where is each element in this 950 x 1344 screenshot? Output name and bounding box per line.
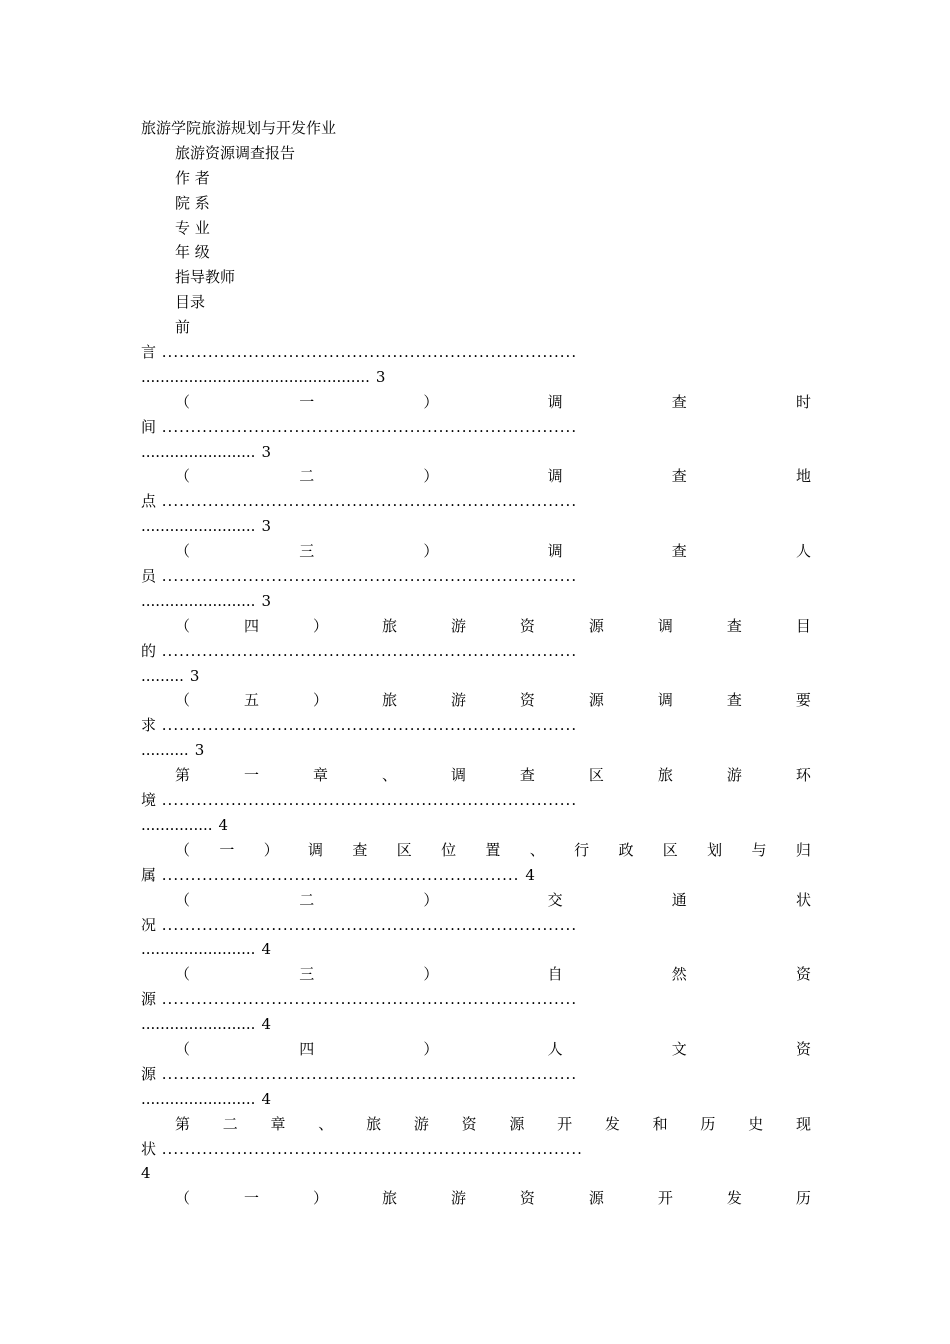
toc-entry-leader: [141, 713, 813, 738]
toc-page-number: 3: [261, 591, 271, 610]
toc-char: 四: [299, 1039, 315, 1058]
toc-page-number: 4: [218, 815, 229, 834]
toc-entry-tail: 况: [141, 915, 157, 934]
toc-char: 区: [588, 766, 604, 785]
toc-title: 目录: [175, 293, 206, 312]
toc-char: 二: [299, 467, 315, 486]
toc-char: ）: [312, 691, 328, 710]
toc-char: 游: [726, 766, 742, 785]
toc-char: 资: [519, 616, 535, 635]
toc-char: 三: [299, 965, 315, 984]
toc-page-number: 4: [261, 1089, 271, 1108]
toc-char: ）: [312, 616, 328, 635]
toc-char: 、: [381, 766, 397, 785]
toc-char: 四: [243, 616, 259, 635]
toc-entry-head: [141, 962, 813, 987]
field-department: 院 系: [175, 193, 210, 212]
toc-char: ）: [423, 965, 439, 984]
toc-char: ）: [423, 467, 439, 486]
toc-char: 地: [795, 467, 811, 486]
toc-entry-leader: [141, 788, 813, 813]
toc-entry-tail: 的: [141, 641, 157, 660]
toc-char: 游: [450, 691, 466, 710]
toc-entry-page-line: [141, 813, 813, 838]
toc-entry-leader: [141, 1062, 813, 1087]
toc-char: 开: [557, 1114, 573, 1133]
toc-leader-dots: ........................................................................: [156, 567, 578, 586]
toc-char: 旅: [381, 616, 397, 635]
toc-char: 游: [413, 1114, 429, 1133]
toc-entry-tail: 属: [141, 865, 157, 884]
toc-char: （: [175, 616, 191, 635]
toc-char: 发: [604, 1114, 620, 1133]
document-title: 旅游学院旅游规划与开发作业: [141, 119, 337, 137]
toc-leader-dots: ........................................................................: [156, 492, 578, 511]
toc-char: 调: [547, 392, 563, 411]
toc-char: ）: [423, 542, 439, 561]
toc-leader-dots: ........................................................................: [156, 641, 578, 660]
toc-char: 区: [662, 840, 678, 859]
toc-char: 调: [308, 840, 324, 859]
toc-char: （: [175, 965, 191, 984]
toc-char: 调: [657, 691, 673, 710]
toc-leader-dots: ........................: [141, 442, 256, 461]
toc-leader-dots: ........................................................................: [156, 716, 578, 735]
toc-entry-tail: 状: [141, 1139, 157, 1158]
toc-page-number: 3: [261, 442, 271, 461]
toc-char: 、: [529, 840, 545, 859]
toc-char: 二: [222, 1114, 238, 1133]
toc-entry-head: [141, 688, 813, 713]
toc-leader-dots: .........................................................................: [156, 1139, 583, 1158]
field-author: 作 者: [175, 168, 210, 187]
toc-page-number: 4: [261, 1015, 271, 1034]
toc-char: 和: [652, 1114, 668, 1133]
toc-char: 资: [795, 965, 811, 984]
toc-leader-dots: ........................: [141, 591, 256, 610]
toc-char: 自: [547, 965, 563, 984]
toc-leader-dots: ........................: [141, 1015, 256, 1034]
toc-char: （: [175, 542, 191, 561]
toc-entry-tail: 境: [141, 791, 157, 810]
toc-entry-tail: 言: [141, 343, 157, 362]
toc-char: 调: [450, 766, 466, 785]
toc-entry-head: [141, 1186, 813, 1211]
toc-char: 要: [795, 691, 811, 710]
toc-char: 发: [726, 1189, 742, 1208]
toc-page-number: 3: [189, 666, 200, 685]
toc-entry-page-line: [141, 365, 813, 390]
toc-char: 一: [219, 840, 235, 859]
toc-leader-dots: ........................: [141, 517, 256, 536]
toc-entry-leader: [141, 863, 813, 888]
toc-char: （: [175, 691, 191, 710]
toc-leader-dots: ........................................................................: [156, 915, 578, 934]
toc-char: 源: [588, 1189, 604, 1208]
toc-char: 查: [726, 691, 742, 710]
toc-char: 第: [175, 766, 191, 785]
toc-char: （: [175, 392, 191, 411]
toc-char: 查: [671, 542, 687, 561]
toc-char: 章: [270, 1114, 286, 1133]
toc-page-number: 3: [194, 741, 205, 760]
toc-entry-head: [141, 539, 813, 564]
toc-leader-dots: ........................................................................: [156, 990, 578, 1009]
toc-char: 资: [461, 1114, 477, 1133]
toc-char: 调: [547, 467, 563, 486]
toc-entry-leader: [141, 913, 813, 938]
toc-char: 调: [547, 542, 563, 561]
toc-leader-dots: ..........: [141, 741, 189, 760]
toc-char: 第: [175, 1114, 191, 1133]
toc-char: 调: [657, 616, 673, 635]
report-title: 旅游资源调查报告: [175, 143, 296, 162]
toc-leader-dots: ..............................................................: [156, 865, 520, 884]
field-major: 专 业: [175, 218, 210, 237]
toc-char: 交: [547, 890, 563, 909]
toc-char: 一: [243, 1189, 259, 1208]
toc-char: 历: [795, 1189, 811, 1208]
toc-entry-tail: 求: [141, 716, 157, 735]
toc-char: ）: [263, 840, 279, 859]
toc-entry-tail: 源: [141, 1064, 157, 1083]
toc-entry-head: [141, 1037, 813, 1062]
toc-entry-leader: [141, 340, 813, 365]
toc-char: 二: [299, 890, 315, 909]
toc-char: ）: [312, 1189, 328, 1208]
field-advisor: 指导教师: [175, 268, 236, 287]
document-content: [141, 116, 813, 1211]
toc-entry-page-line: [141, 1087, 813, 1112]
toc-char: （: [175, 467, 191, 486]
toc-char: 旅: [366, 1114, 382, 1133]
toc-entry-head: [141, 464, 813, 489]
toc-entry-tail: 间: [141, 417, 157, 436]
toc-char: 资: [519, 691, 535, 710]
toc-entry-head: [141, 888, 813, 913]
toc-entry-page-line: [141, 514, 813, 539]
toc-char: （: [175, 1039, 191, 1058]
toc-leader-dots: ........................................................................: [156, 343, 578, 362]
toc-char: （: [175, 1189, 191, 1208]
toc-char: 现: [795, 1114, 811, 1133]
toc-entry-leader: [141, 639, 813, 664]
toc-char: ）: [423, 1039, 439, 1058]
toc-leader-dots: ........................................................................: [156, 1064, 578, 1083]
toc-leader-dots: ........................: [141, 940, 256, 959]
toc-char: 查: [726, 616, 742, 635]
toc-entry-head: [141, 390, 813, 415]
field-grade: 年 级: [175, 243, 210, 262]
toc-char: 查: [352, 840, 368, 859]
toc-leader-dots: ................................................: [141, 367, 370, 386]
toc-char: 置: [485, 840, 501, 859]
toc-char: 五: [243, 691, 259, 710]
toc-char: 旅: [381, 1189, 397, 1208]
toc-char: 与: [751, 840, 767, 859]
toc-page-number: 4: [261, 940, 271, 959]
toc-entry-page-line: [141, 738, 813, 763]
toc-char: 章: [312, 766, 328, 785]
toc-char: 然: [671, 965, 687, 984]
toc-entry-leader: [141, 415, 813, 440]
toc-char: ）: [423, 392, 439, 411]
toc-char: 政: [618, 840, 634, 859]
toc-char: 位: [441, 840, 457, 859]
table-of-contents: [141, 315, 813, 1211]
toc-leader-dots: ........................: [141, 1089, 256, 1108]
toc-page-number: 3: [375, 367, 386, 386]
toc-char: 历: [700, 1114, 716, 1133]
toc-char: 资: [795, 1039, 811, 1058]
toc-entry-page-line: [141, 589, 813, 614]
toc-char: 史: [748, 1114, 764, 1133]
toc-leader-dots: ...............: [141, 815, 213, 834]
toc-entry-head: [141, 838, 813, 863]
toc-entry-leader: [141, 564, 813, 589]
toc-entry-tail: 源: [141, 990, 157, 1009]
toc-char: 查: [671, 392, 687, 411]
toc-char: 通: [671, 890, 687, 909]
toc-char: 源: [588, 616, 604, 635]
toc-char: 人: [795, 542, 811, 561]
toc-char: 源: [509, 1114, 525, 1133]
toc-page-number: 3: [261, 517, 271, 536]
toc-char: 划: [707, 840, 723, 859]
toc-entry-page-line: [141, 937, 813, 962]
toc-entry-page-line: [141, 1012, 813, 1037]
toc-char: 查: [671, 467, 687, 486]
toc-char: 开: [657, 1189, 673, 1208]
toc-char: 状: [795, 890, 811, 909]
toc-char: 文: [671, 1039, 687, 1058]
toc-entry-head: [141, 614, 813, 639]
toc-char: 行: [574, 840, 590, 859]
toc-entry-page-line: [141, 664, 813, 689]
toc-char: 一: [243, 766, 259, 785]
toc-char: 游: [450, 616, 466, 635]
toc-char: （: [175, 840, 191, 859]
toc-char: 三: [299, 542, 315, 561]
toc-page-number: 4: [141, 1164, 151, 1183]
toc-entry-tail: 点: [141, 492, 157, 511]
toc-entry-head: [141, 1112, 813, 1137]
toc-char: 时: [795, 392, 811, 411]
toc-char: 源: [588, 691, 604, 710]
toc-char: 环: [795, 766, 811, 785]
toc-page-number: 4: [525, 865, 535, 884]
toc-entry-leader: [141, 1137, 813, 1162]
toc-leader-dots: .........: [141, 666, 184, 685]
toc-entry-head: 前: [175, 318, 191, 337]
toc-char: 一: [299, 392, 315, 411]
toc-leader-dots: ........................................................................: [156, 791, 578, 810]
toc-char: 查: [519, 766, 535, 785]
toc-char: 区: [396, 840, 412, 859]
toc-leader-dots: ........................................................................: [156, 417, 578, 436]
toc-entry-leader: [141, 987, 813, 1012]
toc-entry-leader: [141, 489, 813, 514]
toc-char: 归: [795, 840, 811, 859]
toc-entry-head: [141, 763, 813, 788]
toc-char: 、: [318, 1114, 334, 1133]
toc-char: （: [175, 890, 191, 909]
toc-char: 资: [519, 1189, 535, 1208]
toc-char: 旅: [657, 766, 673, 785]
toc-char: 游: [450, 1189, 466, 1208]
toc-char: ）: [423, 890, 439, 909]
toc-char: 人: [547, 1039, 563, 1058]
toc-char: 旅: [381, 691, 397, 710]
toc-char: 目: [795, 616, 811, 635]
toc-entry-page-line: [141, 440, 813, 465]
toc-entry-tail: 员: [141, 567, 157, 586]
